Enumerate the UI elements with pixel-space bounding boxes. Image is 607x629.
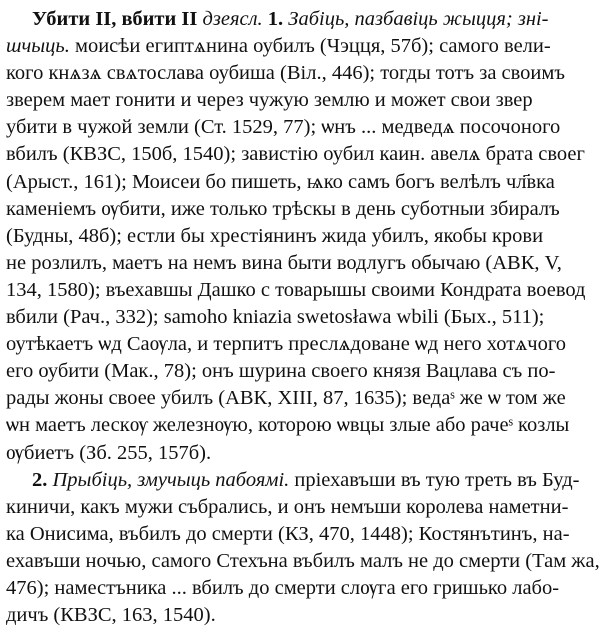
entry-line [6,196,601,223]
entry-text: вбили (Рач., 332); samoho kniazia swetosława wbili (Бых., 511); [6,306,545,329]
definition-text: шчыць. [6,35,70,58]
entry-text: зверем мает гонити и через чужую землю и может свои звер [6,89,533,112]
entry-text: 134, 1580); въехавшы Дашко с товарышы своими Кондрата воевод [6,278,586,301]
entry-text: ѹбиетъ (Зб. 255, 157б). [6,441,212,464]
entry-line [6,412,601,439]
entry-text: его оубити (Мак., 78); онъ шурина своего князя Вацлава съ по- [6,360,556,383]
entry-line [6,440,601,467]
entry-text: (Арыст., 161); Моисеи бо пишеть, ѩко самъ богъ велѣлъ чл҃вка [6,170,555,193]
entry-line [6,602,601,629]
entry-line [6,548,601,575]
entry-line [6,467,601,494]
entry-text: 476); наместъника ... вбилъ до смерти слѹга его гришько лабо- [6,576,560,599]
entry-text: каменіемъ ѹбити, иже только трѣскы в день суботныи збиралъ [6,197,560,220]
entry-line [6,114,601,141]
entry-line [6,277,601,304]
entry-text: оутѣкаетъ ѡд Саѹла, и терпитъ преслѧдоване ѡд него хотѧчого [6,333,567,356]
entry-line [6,60,601,87]
entry-line [6,6,601,33]
entry-text: кого кнѧзѧ свѧтослава оубиша (Віл., 446); тогды тотъ за своимъ [6,62,565,85]
entry-text: убити в чужой земли (Ст. 1529, 77); ѡнъ ... медведѧ посочоного [6,116,561,139]
definition-text: Прыбіць, змучыць пабоямі. [47,468,290,491]
entry-text: моисѣи египтѧнина оубилъ (Чэцця, 57б); самого вели- [69,35,551,58]
entry-line [6,141,601,168]
entry-text: ехавъши ночью, самого Стехъна въбилъ малъ не до смерти (Там жа, [6,549,600,572]
entry-line [6,331,601,358]
definition-text: Забіць, пазбавіць жыцця; зні- [283,8,549,30]
entry-text: киничи, какъ мужи събрались, и онъ немъши королева наметни- [6,495,569,518]
entry-text: не розлилъ, маетъ на немъ вина быти водлугъ обычаю (АВК, V, [6,251,562,274]
entry-line [6,33,601,60]
entry-line [6,250,601,277]
entry-line [6,494,601,521]
entry-line [6,385,601,412]
entry-line [6,169,601,196]
sense-number: 1. [267,8,284,30]
definition-text: дзеясл. [202,8,263,30]
entry-line [6,358,601,385]
sense-number: 2. [32,468,48,491]
entry-line [6,521,601,548]
entry-text: ѡн маетъ лескѹ железнѹю, которою ѡвцы злые або рачеˢ козлы [6,414,570,437]
entry-line [6,304,601,331]
entry-text: ка Онисима, въбилъ до смерти (КЗ, 470, 1448); Костянътинъ, на- [6,522,570,545]
entry-line [6,87,601,114]
entry-text: (Будны, 48б); естли бы хрестіянинъ жида убилъ, якобы крови [6,224,544,247]
entry-text: вбилъ (КВЗС, 150б, 1540); завистію оубил каин. авелѧ брата своег [6,143,585,166]
headword: Убити II, вбити II [32,8,198,30]
entry-line [6,575,601,602]
entry-text: рады жоны своее убилъ (АВК, XIII, 87, 1635); ведаˢ же ѡ том же [6,387,566,410]
entry-line [6,223,601,250]
entry-text: пріехавъши въ тую треть въ Буд- [289,468,580,491]
entry-text: дичъ (КВЗС, 163, 1540). [6,604,216,627]
